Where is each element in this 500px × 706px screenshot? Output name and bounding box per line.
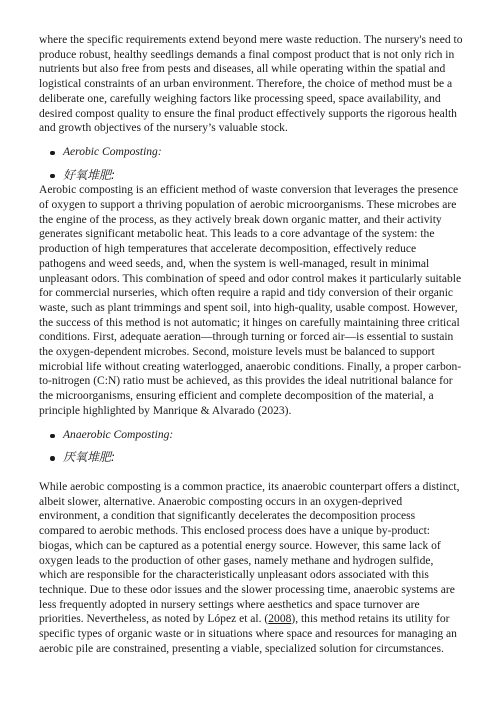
anaerobic-paragraph — [39, 480, 463, 656]
anaerobic-heading-zh-list — [39, 450, 463, 465]
anaerobic-text-after-citation: ), this method retains its utility for specific types of organic waste or in situations where space and resources for managing an aerobic pile are constrained, presenting a viable, specialized solution for circumstances. — [39, 613, 457, 655]
aerobic-paragraph: Aerobic composting is an efficient method of waste conversion that leverages the presence of oxygen to support a thriving population of aerobic microorganisms. These microbes are the engine of the process, as they actively break down organic matter, and their activity generates significant metabolic heat. This leads to a core advantage of the system: the production of high temperatures that accelerate decomposition, effectively reduce pathogens and weed seeds, and, when the system is well-managed, result in minimal unpleasant odors. This combination of speed and odor control makes it particularly suitable for commercial nurseries, which often require a rapid and tidy conversion of their organic waste, such as plant trimmings and spent soil, into high-quality, usable compost. However, the success of this method is not automatic; it hinges on carefully maintaining three critical conditions. First, adequate aeration—through turning or forced air—is essential to sustain the oxygen-dependent microbes. Second, moisture levels must be balanced to support microbial life without creating waterlogged, anaerobic conditions. Finally, a proper carbon-to-nitrogen (C:N) ratio must be achieved, as this provides the ideal nutritional balance for the microorganisms, ensuring efficient and complete decomposition of the material, a principle highlighted by Manrique & Alvarado (2023). — [39, 184, 462, 417]
document-page — [39, 33, 463, 656]
anaerobic-text-before-citation: While aerobic composting is a common practice, its anaerobic counterpart offers a distinct, albeit slower, alternative. Anaerobic composting occurs in an oxygen-deprived environment, a condition that significantly decelerates the decomposition process compared to aerobic methods. This enclosed process does have a unique by-product: biogas, which can be captured as a potential energy source. However, this same lack of oxygen leads to the production of other gases, namely methane and hydrogen sulfide, which are responsible for the characteristically unpleasant odors associated with this technique. Due to these odor issues and the slower processing time, anaerobic systems are less frequently adopted in nursery settings where aesthetics and space turnover are priorities. Nevertheless, as noted by López et al. ( — [39, 480, 460, 626]
anaerobic-heading-zh: 厌氧堆肥: — [39, 450, 463, 465]
anaerobic-heading-en: Anaerobic Composting: — [39, 428, 463, 443]
aerobic-heading-list — [39, 145, 463, 160]
anaerobic-heading-list — [39, 428, 463, 443]
intro-paragraph: where the specific requirements extend beyond mere waste reduction. The nursery's need to produce robust, healthy seedlings demands a final compost product that is not only rich in nutrients but also free from pests and diseases, all while operating within the spatial and logistical constraints of an urban environment. Therefore, the choice of method must be a deliberate one, carefully weighing factors like processing speed, space availability, and desired compost quality to ensure the final product effectively supports the rigorous health and growth objectives of the nursery’s valuable stock. — [39, 34, 463, 135]
citation-link-2008[interactable]: 2008 — [268, 613, 292, 626]
aerobic-heading-en: Aerobic Composting: — [39, 145, 463, 160]
aerobic-heading-zh: 好氧堆肥: — [39, 168, 463, 183]
aerobic-heading-zh-list — [39, 168, 463, 183]
